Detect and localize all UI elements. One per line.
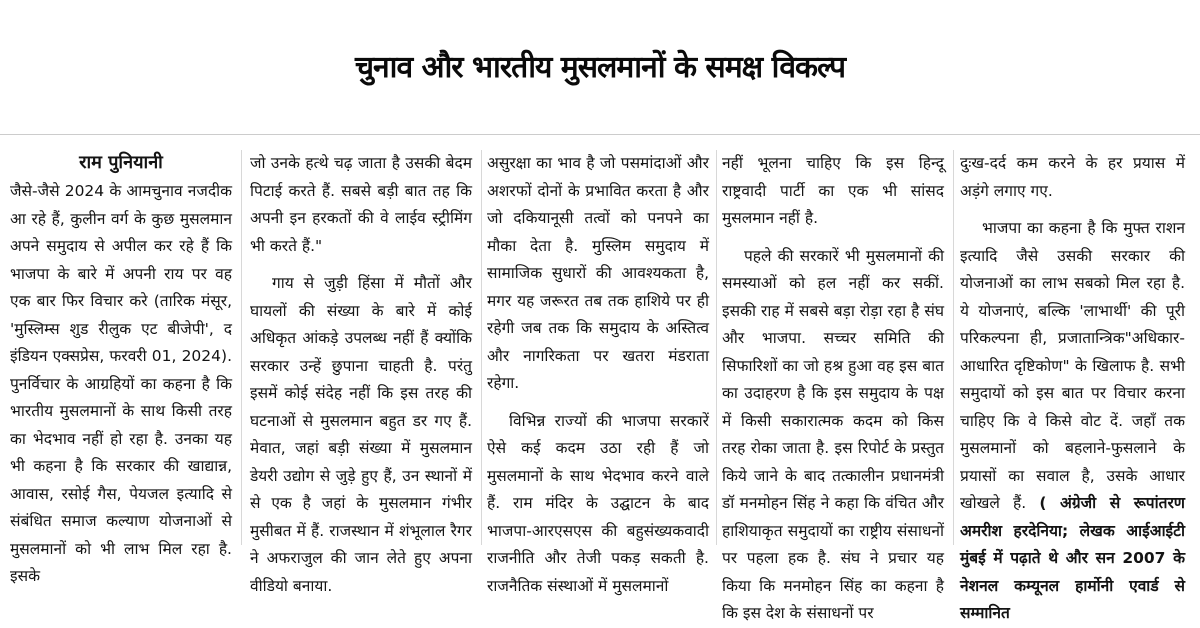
column-2-paragraph-1: जो उनके हत्थे चढ़ जाता है उसकी बेदम पिटाई करते हैं. सबसे बड़ी बात तह कि अपनी इन हरकतों की वे लाईव स्ट्रीमिंग भी करते हैं.": [250, 154, 472, 255]
column-5-paragraph-2: [960, 215, 1185, 628]
headline-rule: [0, 134, 1200, 135]
column-1-paragraph-1: जैसे-जैसे 2024 के आमचुनाव नजदीक आ रहे हैं, कुलीन वर्ग के कुछ मुसलमान अपने समुदाय से अपील कर रहे हैं कि भाजपा के बारे में अपनी राय पर वह एक बार फिर विचार करे (तारिक मंसूर, 'मुस्लिम्स शुड रीलुक एट बीजेपी', द इंडियन एक्सप्रेस, फरवरी 01, 2024). पुनर्विचार के आग्रहियों का कहना है कि भारतीय मुसलमानों के साथ किसी तरह का भेदभाव नहीं हो रहा है. उनका यह भी कहना है कि सरकार की खाद्यान्न, आवास, रसोई गैस, पेयजल इत्यादि से संबंधित समाज कल्याण योजनाओं से मुसलमानों को भी लाभ मिल रहा है. इसके: [10, 182, 232, 585]
column-2: [250, 150, 472, 595]
column-5: [960, 150, 1186, 622]
column-5-paragraph-1: दुःख-दर्द कम करने के हर प्रयास में अड़ंगे लगाए गए.: [960, 154, 1185, 200]
column-4: [722, 150, 944, 622]
column-3-paragraph-1: असुरक्षा का भाव है जो पसमांदाओं और अशरफों दोनों के प्रभावित करता है और जो दकियानूसी तत्वों को पनपने का मौका देता है. मुस्लिम समुदाय में सामाजिक सुधारों की आवश्यकता है, मगर यह जरूरत तब तक हाशिये पर ही रहेगी जब तक कि समुदाय के अस्तित्व और नागरिकता पर खतरा मंडराता रहेगा.: [487, 154, 709, 392]
column-4-paragraph-1: नहीं भूलना चाहिए कि इस हिन्दू राष्ट्रवादी पार्टी का एक भी सांसद मुसलमान नहीं है.: [722, 154, 944, 227]
author-note: ( अंग्रेजी से रूपांतरण अमरीश हरदेनिया; लेखक आईआईटी मुंबई में पढ़ाते थे और सन 2007 के नेशनल कम्यूनल हार्मोनी एवार्ड से सम्मानित: [960, 494, 1186, 622]
column-2-paragraph-2: गाय से जुड़ी हिंसा में मौतों और घायलों की संख्या के बारे में कोई अधिकृत आंकड़े उपलब्ध नहीं हैं क्योंकि सरकार उन्हें छुपाना चाहती है. परंतु इसमें कोई संदेह नहीं कि इस तरह की घटनाओं से मुसलमान बहुत डर गए हैं. मेवात, जहां बड़ी संख्या में मुसलमान डेयरी उद्योग से जुड़े हुए हैं, उन स्थानों में से एक है जहां के मुसलमान गंभीर मुसीबत में हैं. राजस्थान में शंभूलाल रैगर ने अफराजुल की जान लेते हुए अपना वीडियो बनाया.: [250, 274, 472, 595]
column-divider: [241, 150, 242, 545]
column-divider: [716, 150, 717, 545]
column-5-paragraph-2-text: भाजपा का कहना है कि मुफ्त राशन इत्यादि जैसे उसकी सरकार की योजनाओं का लाभ सबको मिल रहा है. ये योजनाएं, बल्कि 'लाभार्थी' की पूरी परिकल्पना ही, प्रजातान्त्रिक"अधिकार-आधारित दृष्टिकोण" के खिलाफ है. सभी समुदायों को इस बात पर विचार करना चाहिए कि वे किसे वोट दें. जहाँ तक मुसलमानों को बहलाने-फुसलाने के प्रयासों का सवाल है, उसके आधार खोखले हैं.: [960, 219, 1185, 512]
column-3-paragraph-2: विभिन्न राज्यों की भाजपा सरकारें ऐसे कई कदम उठा रही हैं जो मुसलमानों के साथ भेदभाव करने वाले हैं. राम मंदिर के उद्घाटन के बाद भाजपा-आरएसएस की बहुसंख्यकवादी राजनीति और तेजी पकड़ सकती है. राजनैतिक संस्थाओं में मुसलमानों: [487, 411, 709, 595]
column-4-paragraph-2: पहले की सरकारें भी मुसलमानों की समस्याओं को हल नहीं कर सकीं. इसकी राह में सबसे बड़ा रोड़ा रहा है संघ और भाजपा. सच्चर समिति की सिफारिशों का जो हश्र हुआ वह इस बात का उदाहरण है कि इस समुदाय के पक्ष में किसी सकारात्मक कदम को किस तरह रोका जाता है. इस रिपोर्ट के प्रस्तुत किये जाने के बाद तत्कालीन प्रधानमंत्री डॉ मनमोहन सिंह ने कहा कि वंचित और हाशियाकृत समुदायों का राष्ट्रीय संसाधनों पर पहला हक है. संघ ने प्रचार यह किया कि मनमोहन सिंह का कहना है कि इस देश के संसाधनों पर: [722, 246, 944, 622]
byline: राम पुनियानी: [79, 152, 163, 173]
headline: चुनाव और भारतीय मुसलमानों के समक्ष विकल्प: [354, 49, 846, 85]
column-3: [487, 150, 709, 595]
column-divider: [953, 150, 954, 545]
column-1: [10, 150, 232, 585]
column-divider: [481, 150, 482, 545]
